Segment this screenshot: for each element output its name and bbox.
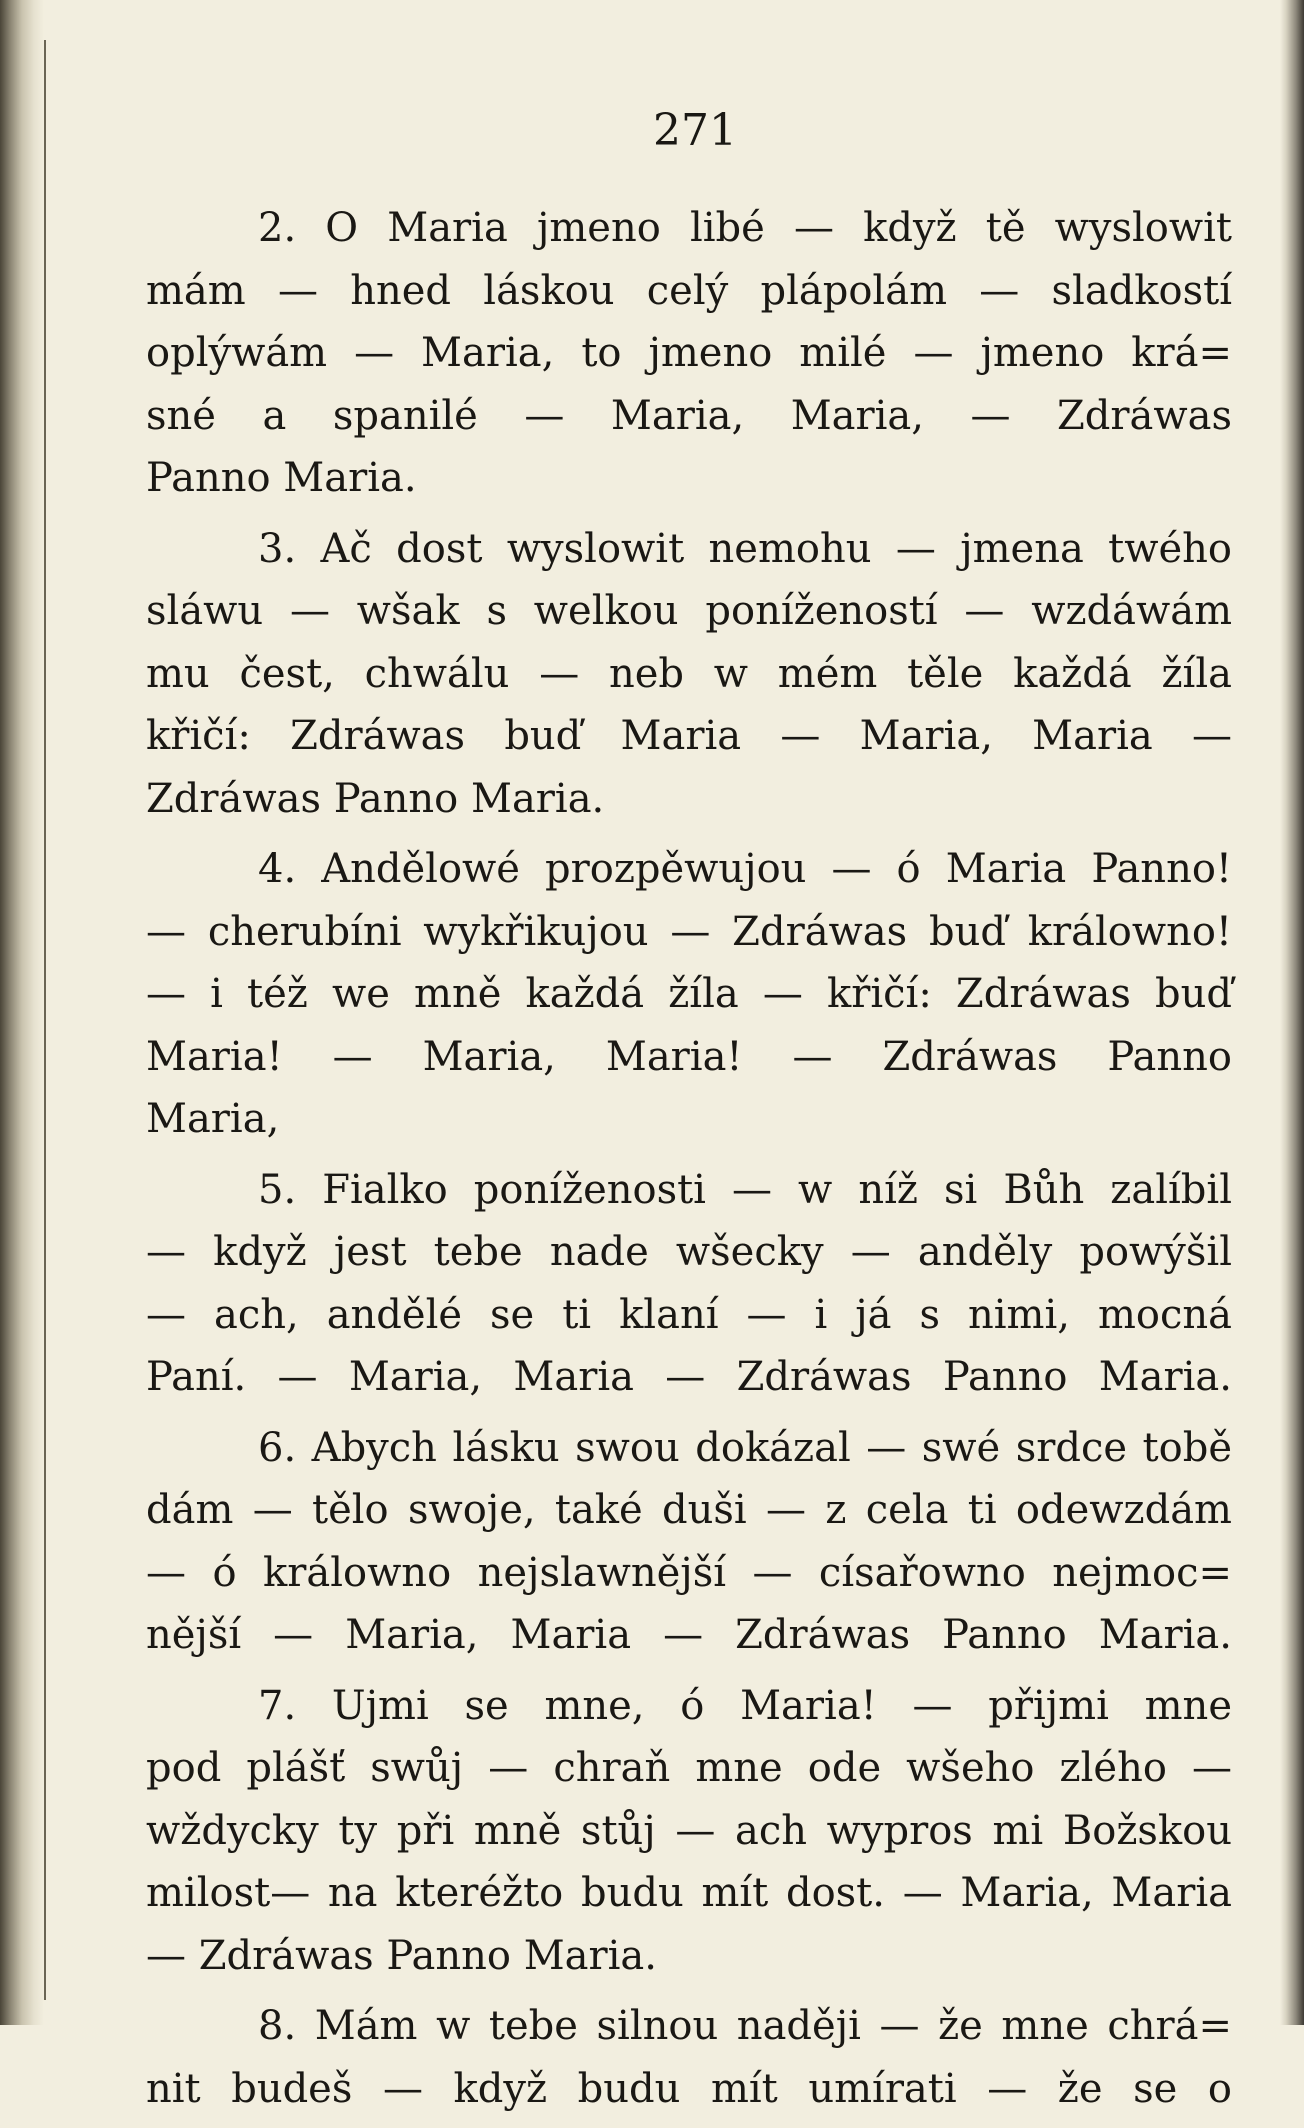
page-edge-shadow — [1280, 0, 1304, 2025]
text-line: Paní. — Maria, Maria — Zdráwas Panno Maria. — [146, 1354, 1232, 1400]
text-line: dám — tělo swoje, také duši — z cela ti odewzdám — [146, 1487, 1232, 1533]
text-line: mu čest, chwálu — neb w mém těle každá žíla — [146, 650, 1232, 697]
text-line: — ach, andělé se ti klaní — i já s nimi, mocná — [146, 1291, 1232, 1338]
page-number: 271 — [653, 105, 737, 156]
text-line: nější — Maria, Maria — Zdráwas Panno Maria. — [146, 1612, 1232, 1658]
gutter-line — [44, 40, 46, 2000]
stanza-6 — [146, 1417, 1232, 1667]
text-line: — i též we mně každá žíla — křičí: Zdráwas buď — [146, 971, 1232, 1017]
text-line: 7. Ujmi se mne, ó Maria! — přijmi mne — [258, 1682, 1232, 1729]
stanza-2 — [146, 197, 1232, 510]
text-line: milost— na kteréžto budu mít dost. — Maria, Maria — [146, 1870, 1232, 1916]
text-line: Maria, — [146, 1096, 280, 1142]
text-line: — ó králowno nejslawnější — císařowno nejmoc= — [146, 1549, 1232, 1596]
stanza-5 — [146, 1159, 1232, 1409]
text-line: — Zdráwas Panno Maria. — [146, 1932, 657, 1979]
text-line: 3. Ač dost wyslowit nemohu — jmena twého — [258, 525, 1232, 572]
text-line: pod plášť swůj — chraň mne ode wšeho zlého — — [146, 1745, 1232, 1791]
text-line: Maria! — Maria, Maria! — Zdráwas Panno — [146, 1033, 1232, 1080]
text-line: — když jest tebe nade wšecky — anděly powýšil — [146, 1229, 1232, 1275]
text-line: 5. Fialko poníženosti — w níž si Bůh zalíbil — [258, 1166, 1232, 1213]
text-line: — cherubíni wykřikujou — Zdráwas buď králowno! — [146, 908, 1232, 955]
stanza-3 — [146, 518, 1232, 831]
text-line: 4. Andělowé prozpěwujou — ó Maria Panno! — [258, 846, 1232, 892]
stanza-8 — [146, 1995, 1232, 2120]
stanza-4 — [146, 838, 1232, 1151]
text-line: mám — hned láskou celý plápolám — sladkostí — [146, 267, 1232, 314]
text-line: 8. Mám w tebe silnou naději — že mne chrá= — [258, 2003, 1232, 2049]
text-line: nit budeš — když budu mít umírati — že se o — [146, 2065, 1232, 2112]
book-spine-shadow — [0, 0, 44, 2025]
text-line: křičí: Zdráwas buď Maria — Maria, Maria — — [146, 713, 1232, 759]
text-line: wždycky ty při mně stůj — ach wypros mi Božskou — [146, 1807, 1232, 1854]
stanza-7 — [146, 1675, 1232, 1988]
text-line: oplýwám — Maria, to jmeno milé — jmeno krá= — [146, 330, 1232, 376]
text-line: 2. O Maria jmeno libé — když tě wyslowit — [258, 205, 1232, 251]
page-body — [146, 197, 1232, 2128]
text-line: sné a spanilé — Maria, Maria, — Zdráwas — [146, 392, 1232, 439]
text-line: sláwu — wšak s welkou ponížeností — wzdáwám — [146, 588, 1232, 634]
text-line: Panno Maria. — [146, 455, 417, 501]
text-line: 6. Abych lásku swou dokázal — swé srdce tobě — [258, 1424, 1232, 1471]
text-line: Zdráwas Panno Maria. — [146, 775, 605, 822]
